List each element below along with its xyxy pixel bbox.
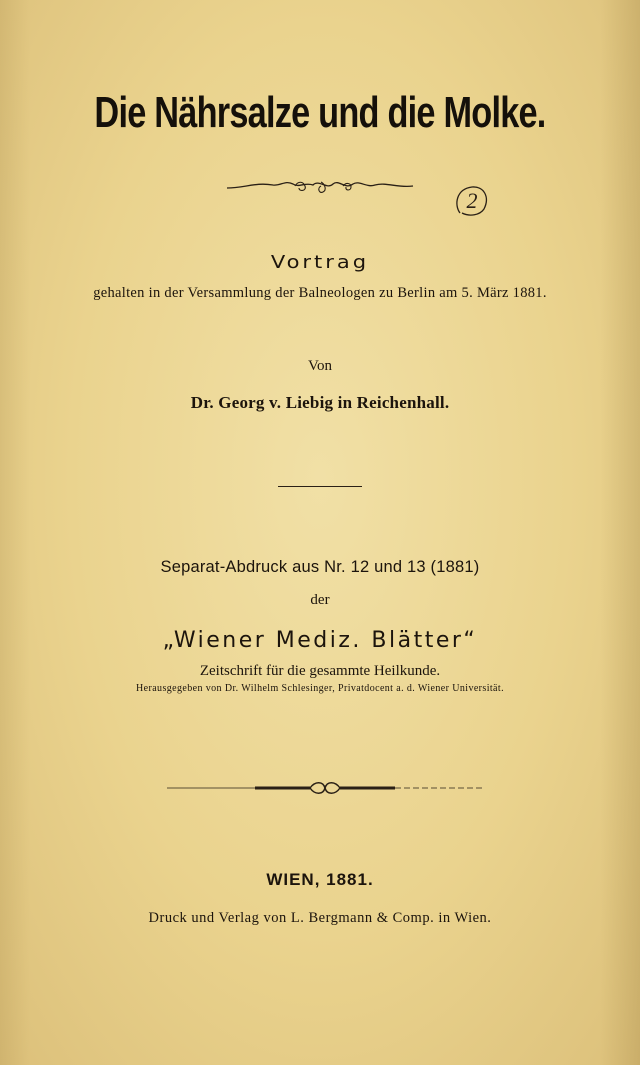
- page-shadow-right: [600, 0, 640, 1065]
- printer-line: Druck und Verlag von L. Bergmann & Comp. in Wien.: [148, 910, 492, 926]
- reprint-article: der: [310, 592, 330, 608]
- book-title: Die Nährsalze und die Molke.: [94, 88, 546, 137]
- by-label: Von: [308, 358, 332, 374]
- genre-heading: Vortrag: [270, 251, 370, 273]
- ornament-bottom-icon: [165, 778, 485, 798]
- author-line: Dr. Georg v. Liebig in Reichenhall.: [190, 393, 450, 412]
- page-shadow-left: [0, 0, 30, 1065]
- divider-rule: [278, 486, 362, 487]
- reprint-line: Separat-Abdruck aus Nr. 12 und 13 (1881): [160, 558, 480, 576]
- editor-line: Herausgegeben von Dr. Wilhelm Schlesinger, Privatdocent a. d. Wiener Universität.: [136, 683, 504, 694]
- ornament-top-icon: [225, 176, 415, 198]
- plate-number: 2: [466, 188, 478, 213]
- journal-subtitle: Zeitschrift für die gesammte Heilkunde.: [199, 663, 441, 679]
- occasion-line: gehalten in der Versammlung der Balneologen zu Berlin am 5. März 1881.: [93, 285, 547, 301]
- journal-name: „Wiener Mediz. Blätter“: [162, 628, 478, 653]
- imprint-city-year: WIEN, 1881.: [266, 870, 374, 889]
